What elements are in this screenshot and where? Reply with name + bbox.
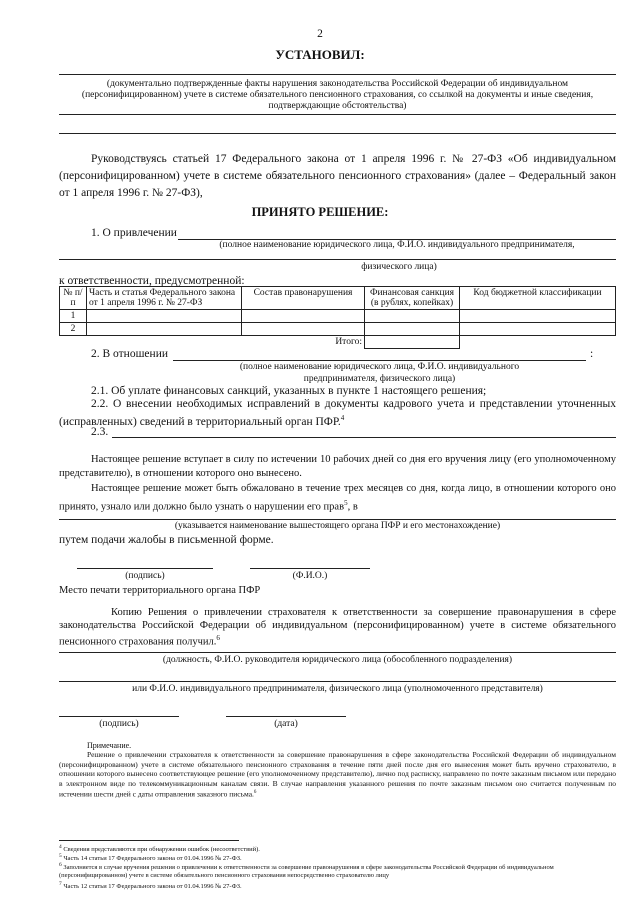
rule-line bbox=[173, 360, 586, 361]
effect-paragraph: Настоящее решение вступает в силу по истечении 10 рабочих дней со дня его вручения лицу (его уполномоченному представителю), в отношении которого оно вынесено. bbox=[59, 454, 616, 479]
footnote-text: Сведения представляются при обнаружении ошибок (несоответствий). bbox=[63, 846, 260, 854]
item2-label: 2. В отношении bbox=[91, 348, 168, 360]
complaint-text: путем подачи жалобы в письменной форме. bbox=[59, 534, 274, 546]
table-cell bbox=[460, 323, 616, 336]
footnote-ref: 6 bbox=[216, 634, 220, 642]
table-row bbox=[60, 323, 616, 336]
item-2-1: 2.1. Об уплате финансовых санкций, указанных в пункте 1 настоящего решения; bbox=[91, 385, 487, 397]
appeal-text: Настоящее решение может быть обжаловано в течение трех месяцев со дня, когда лицо, в отношении которого оно принято, узнало или должно было узнать о нарушении его прав bbox=[59, 483, 616, 513]
total-label: Итого: bbox=[60, 336, 365, 349]
page-number: 2 bbox=[317, 28, 323, 40]
rule-line bbox=[59, 652, 616, 653]
signature-label: (подпись) bbox=[99, 719, 139, 729]
fio-label: (Ф.И.О.) bbox=[292, 571, 328, 581]
footnote-number: 6 bbox=[59, 862, 62, 868]
appeal-tail: , в bbox=[347, 501, 358, 513]
signature-label: (подпись) bbox=[125, 571, 165, 581]
position-caption: (должность, Ф.И.О. руководителя юридического лица (обособленного подразделения) bbox=[162, 655, 513, 665]
footnote-separator bbox=[59, 840, 239, 841]
table-cell bbox=[87, 323, 242, 336]
rule-line bbox=[59, 133, 616, 134]
rule-line bbox=[59, 259, 616, 260]
rule-line bbox=[59, 114, 616, 115]
fio-line bbox=[250, 568, 370, 569]
item-2-3: 2.3. bbox=[91, 426, 109, 438]
column-header: № п/п bbox=[60, 287, 87, 310]
footnote-ref: 5 bbox=[344, 499, 348, 507]
table-row bbox=[60, 310, 616, 323]
rule-line bbox=[59, 681, 616, 682]
appeal-paragraph bbox=[59, 482, 616, 515]
footnote-number: 7 bbox=[59, 881, 62, 887]
note-paragraph bbox=[59, 750, 616, 799]
item-2-2-text: 2.2. О внесении необходимых исправлений в документы кадрового учета и представлении уточненных (исправленных) сведений в территориальный орган ПФР. bbox=[59, 398, 616, 428]
signature-line bbox=[77, 568, 213, 569]
decision-title: ПРИНЯТО РЕШЕНИЕ: bbox=[251, 205, 389, 219]
table-cell bbox=[365, 310, 460, 323]
note-title: Примечание. bbox=[87, 741, 132, 750]
total-value-cell bbox=[365, 336, 460, 349]
column-header: Код бюджетной классификации bbox=[460, 287, 616, 310]
table-cell bbox=[460, 310, 616, 323]
footnote-number: 5 bbox=[59, 853, 62, 859]
item2-caption-2: предпринимателя, физического лица) bbox=[303, 374, 456, 384]
appeal-caption: (указывается наименование вышестоящего органа ПФР и его местонахождение) bbox=[174, 521, 501, 531]
footnote-text: Часть 14 статьи 17 Федерального закона от 01.04.1996 № 27-ФЗ. bbox=[63, 855, 242, 863]
rule-line bbox=[59, 74, 616, 75]
footnote-text: Заполняется в случае вручения решения о привлечении к ответственности за совершение правонарушения в сфере законодательства Российской Федерации об индивидуальном (персонифицированном) учете в системе обязательного пенсионного страхования непосредственно страхователю лицу bbox=[59, 864, 554, 880]
sanctions-table bbox=[59, 286, 616, 349]
copy-received-paragraph bbox=[59, 606, 616, 649]
item1-label: 1. О привлечении bbox=[91, 227, 177, 239]
rule-line bbox=[112, 437, 616, 438]
footnote-text: Часть 12 статьи 17 Федерального закона от 01.04.1996 № 27-ФЗ. bbox=[63, 883, 242, 891]
rule-line bbox=[59, 519, 616, 520]
item2-caption: (полное наименование юридического лица, Ф.И.О. индивидуального bbox=[239, 362, 520, 372]
item1-caption: (полное наименование юридического лица, Ф.И.О. индивидуального предпринимателя, bbox=[219, 240, 575, 250]
date-line bbox=[226, 716, 346, 717]
seal-place-text: Место печати территориального органа ПФР bbox=[59, 585, 261, 596]
table-cell bbox=[365, 323, 460, 336]
table-cell bbox=[242, 323, 365, 336]
footnote-ref: 6 bbox=[253, 790, 257, 795]
date-label: (дата) bbox=[274, 719, 298, 729]
footnote-6 bbox=[59, 861, 616, 880]
table-header-row bbox=[60, 287, 616, 310]
note-text: Решение о привлечении страхователя к ответственности за совершение правонарушения в сфере законодательства Российской Федерации об индивидуальном (персонифицированном) учете в системе обязательного пенсионного страхования в течение пяти дней после дня его вынесения может быть вручено страхователю, в отношении которого вынесено соответствующее решение (его уполномоченному представителю), лично под расписку, направлено по почте заказным письмом или передано в электронном виде по телекоммуникационным каналам связи. В случае направления указанного решения по почте заказным письмом оно считается полученным по истечении шести дней с даты отправления заказного письма. bbox=[59, 750, 616, 799]
footnote-7 bbox=[59, 880, 616, 891]
column-header: Финансовая санкция (в рублях, копейках) bbox=[365, 287, 460, 310]
footnote-number: 4 bbox=[59, 844, 62, 850]
copy-received-text: Копию Решения о привлечении страхователя к ответственности за совершение правонарушения в сфере законодательства Российской Федерации об индивидуальном (персонифицированном) учете в системе обязательного пенсионного страхования получил. bbox=[59, 607, 616, 648]
column-header: Часть и статья Федерального закона от 1 апреля 1996 г. № 27-ФЗ bbox=[87, 287, 242, 310]
row-number: 1 bbox=[60, 310, 87, 323]
guided-by-paragraph: Руководствуясь статьей 17 Федерального закона от 1 апреля 1996 г. № 27-ФЗ «Об индивидуальном (персонифицированном) учете в системе обязательного пенсионного страхования» (далее – Федеральный закон от 1 апреля 1996 г. № 27-ФЗ), bbox=[59, 153, 616, 199]
item2-colon: : bbox=[590, 348, 594, 360]
row-number: 2 bbox=[60, 323, 87, 336]
table-cell bbox=[87, 310, 242, 323]
established-title: УСТАНОВИЛ: bbox=[275, 47, 365, 62]
footnote-ref: 4 bbox=[340, 414, 345, 422]
signature-line bbox=[59, 716, 179, 717]
or-caption: или Ф.И.О. индивидуального предпринимателя, физического лица (уполномоченного представителя) bbox=[132, 684, 543, 694]
responsibility-text: к ответственности, предусмотренной: bbox=[59, 275, 245, 287]
facts-caption: (документально подтвержденные факты нарушения законодательства Российской Федерации об индивидуальном (персонифицированном) учете в системе обязательного пенсионного страхования, со ссылкой на документы и иные сведения, подтверждающие обстоятельства) bbox=[81, 79, 594, 111]
item1-caption-2: физического лица) bbox=[361, 262, 437, 272]
column-header: Состав правонарушения bbox=[242, 287, 365, 310]
item-2-2 bbox=[59, 397, 616, 429]
table-cell bbox=[242, 310, 365, 323]
